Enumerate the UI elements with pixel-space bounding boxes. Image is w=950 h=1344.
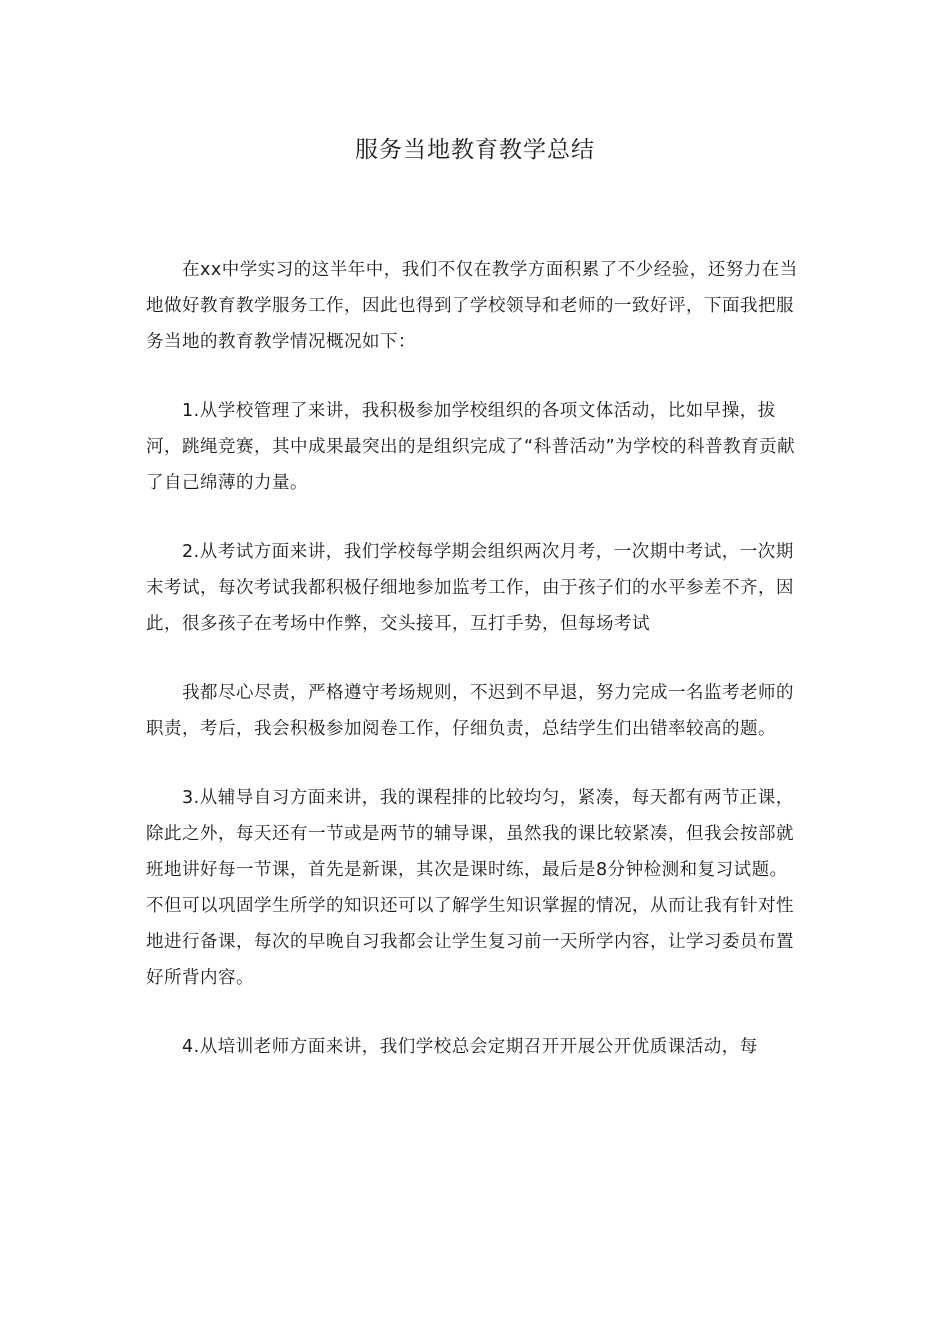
paragraph-school-management: 1.从学校管理了来讲，我积极参加学校组织的各项文体活动，比如早操，拔河，跳绳竞赛，其中成果最突出的是组织完成了“科普活动”为学校的科普教育贡献了自己绵薄的力量。 bbox=[146, 401, 796, 493]
document-body bbox=[146, 252, 800, 1098]
document-title: 服务当地教育教学总结 bbox=[355, 137, 595, 163]
paragraph-intro: 在xx中学实习的这半年中，我们不仅在教学方面积累了不少经验，还努力在当地做好教育教学服务工作，因此也得到了学校领导和老师的一致好评，下面我把服务当地的教育教学情况概况如下： bbox=[146, 260, 798, 352]
paragraph-teacher-training: 4.从培训老师方面来讲，我们学校总会定期召开开展公开优质课活动，每 bbox=[182, 1037, 758, 1057]
paragraph-self-study: 3.从辅导自习方面来讲，我的课程排的比较均匀，紧凑，每天都有两节正课，除此之外，每天还有一节或是两节的辅导课，虽然我的课比较紧凑，但我会按部就班地讲好每一节课，首先是新课，其次是课时练，最后是8分钟检测和复习试题。不但可以巩固学生所学的知识还可以了解学生知识掌握的情况，从而让我有针对性地进行备课，每次的早晚自习我都会让学生复习前一天所学内容，让学习委员布置好所背内容。 bbox=[146, 788, 794, 988]
paragraph-exam-duties: 我都尽心尽责，严格遵守考场规则，不迟到不早退，努力完成一名监考老师的职责，考后，我会积极参加阅卷工作，仔细负责，总结学生们出错率较高的题。 bbox=[146, 683, 794, 739]
paragraph-exams: 2.从考试方面来讲，我们学校每学期会组织两次月考，一次期中考试，一次期末考试，每次考试我都积极仔细地参加监考工作，由于孩子们的水平参差不齐，因此，很多孩子在考场中作弊，交头接耳，互打手势，但每场考试 bbox=[146, 542, 794, 634]
